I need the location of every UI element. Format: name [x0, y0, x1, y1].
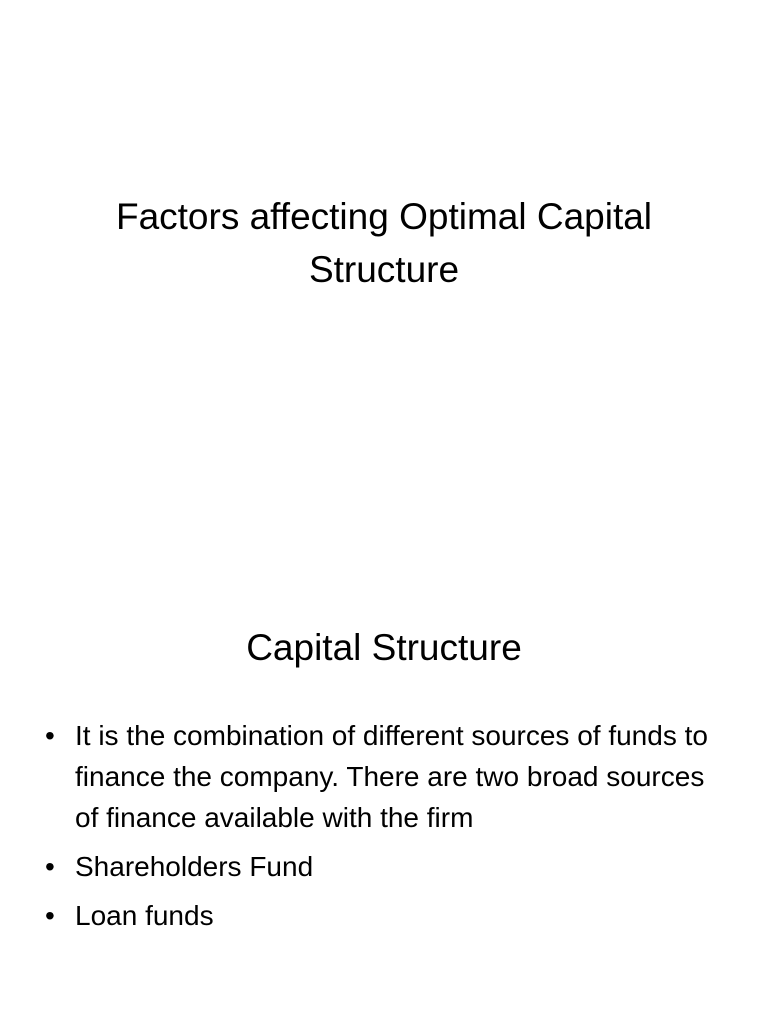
title-slide-heading: Factors affecting Optimal Capital Structure	[115, 196, 653, 290]
bullet-text: Shareholders Fund	[75, 851, 314, 882]
bullet-list	[45, 715, 728, 944]
bullet-item	[45, 715, 728, 838]
bullet-icon: •	[45, 851, 55, 882]
bullet-item	[45, 895, 728, 936]
bullet-icon: •	[45, 900, 55, 931]
content-slide	[0, 512, 768, 1024]
bullet-text: Loan funds	[75, 900, 214, 931]
bullet-item	[45, 846, 728, 887]
bullet-text: It is the combination of different sources of funds to finance the company. There are two broad sources of finance available with the firm	[75, 720, 708, 833]
bullet-icon: •	[45, 720, 55, 751]
content-slide-heading: Capital Structure	[246, 627, 522, 668]
